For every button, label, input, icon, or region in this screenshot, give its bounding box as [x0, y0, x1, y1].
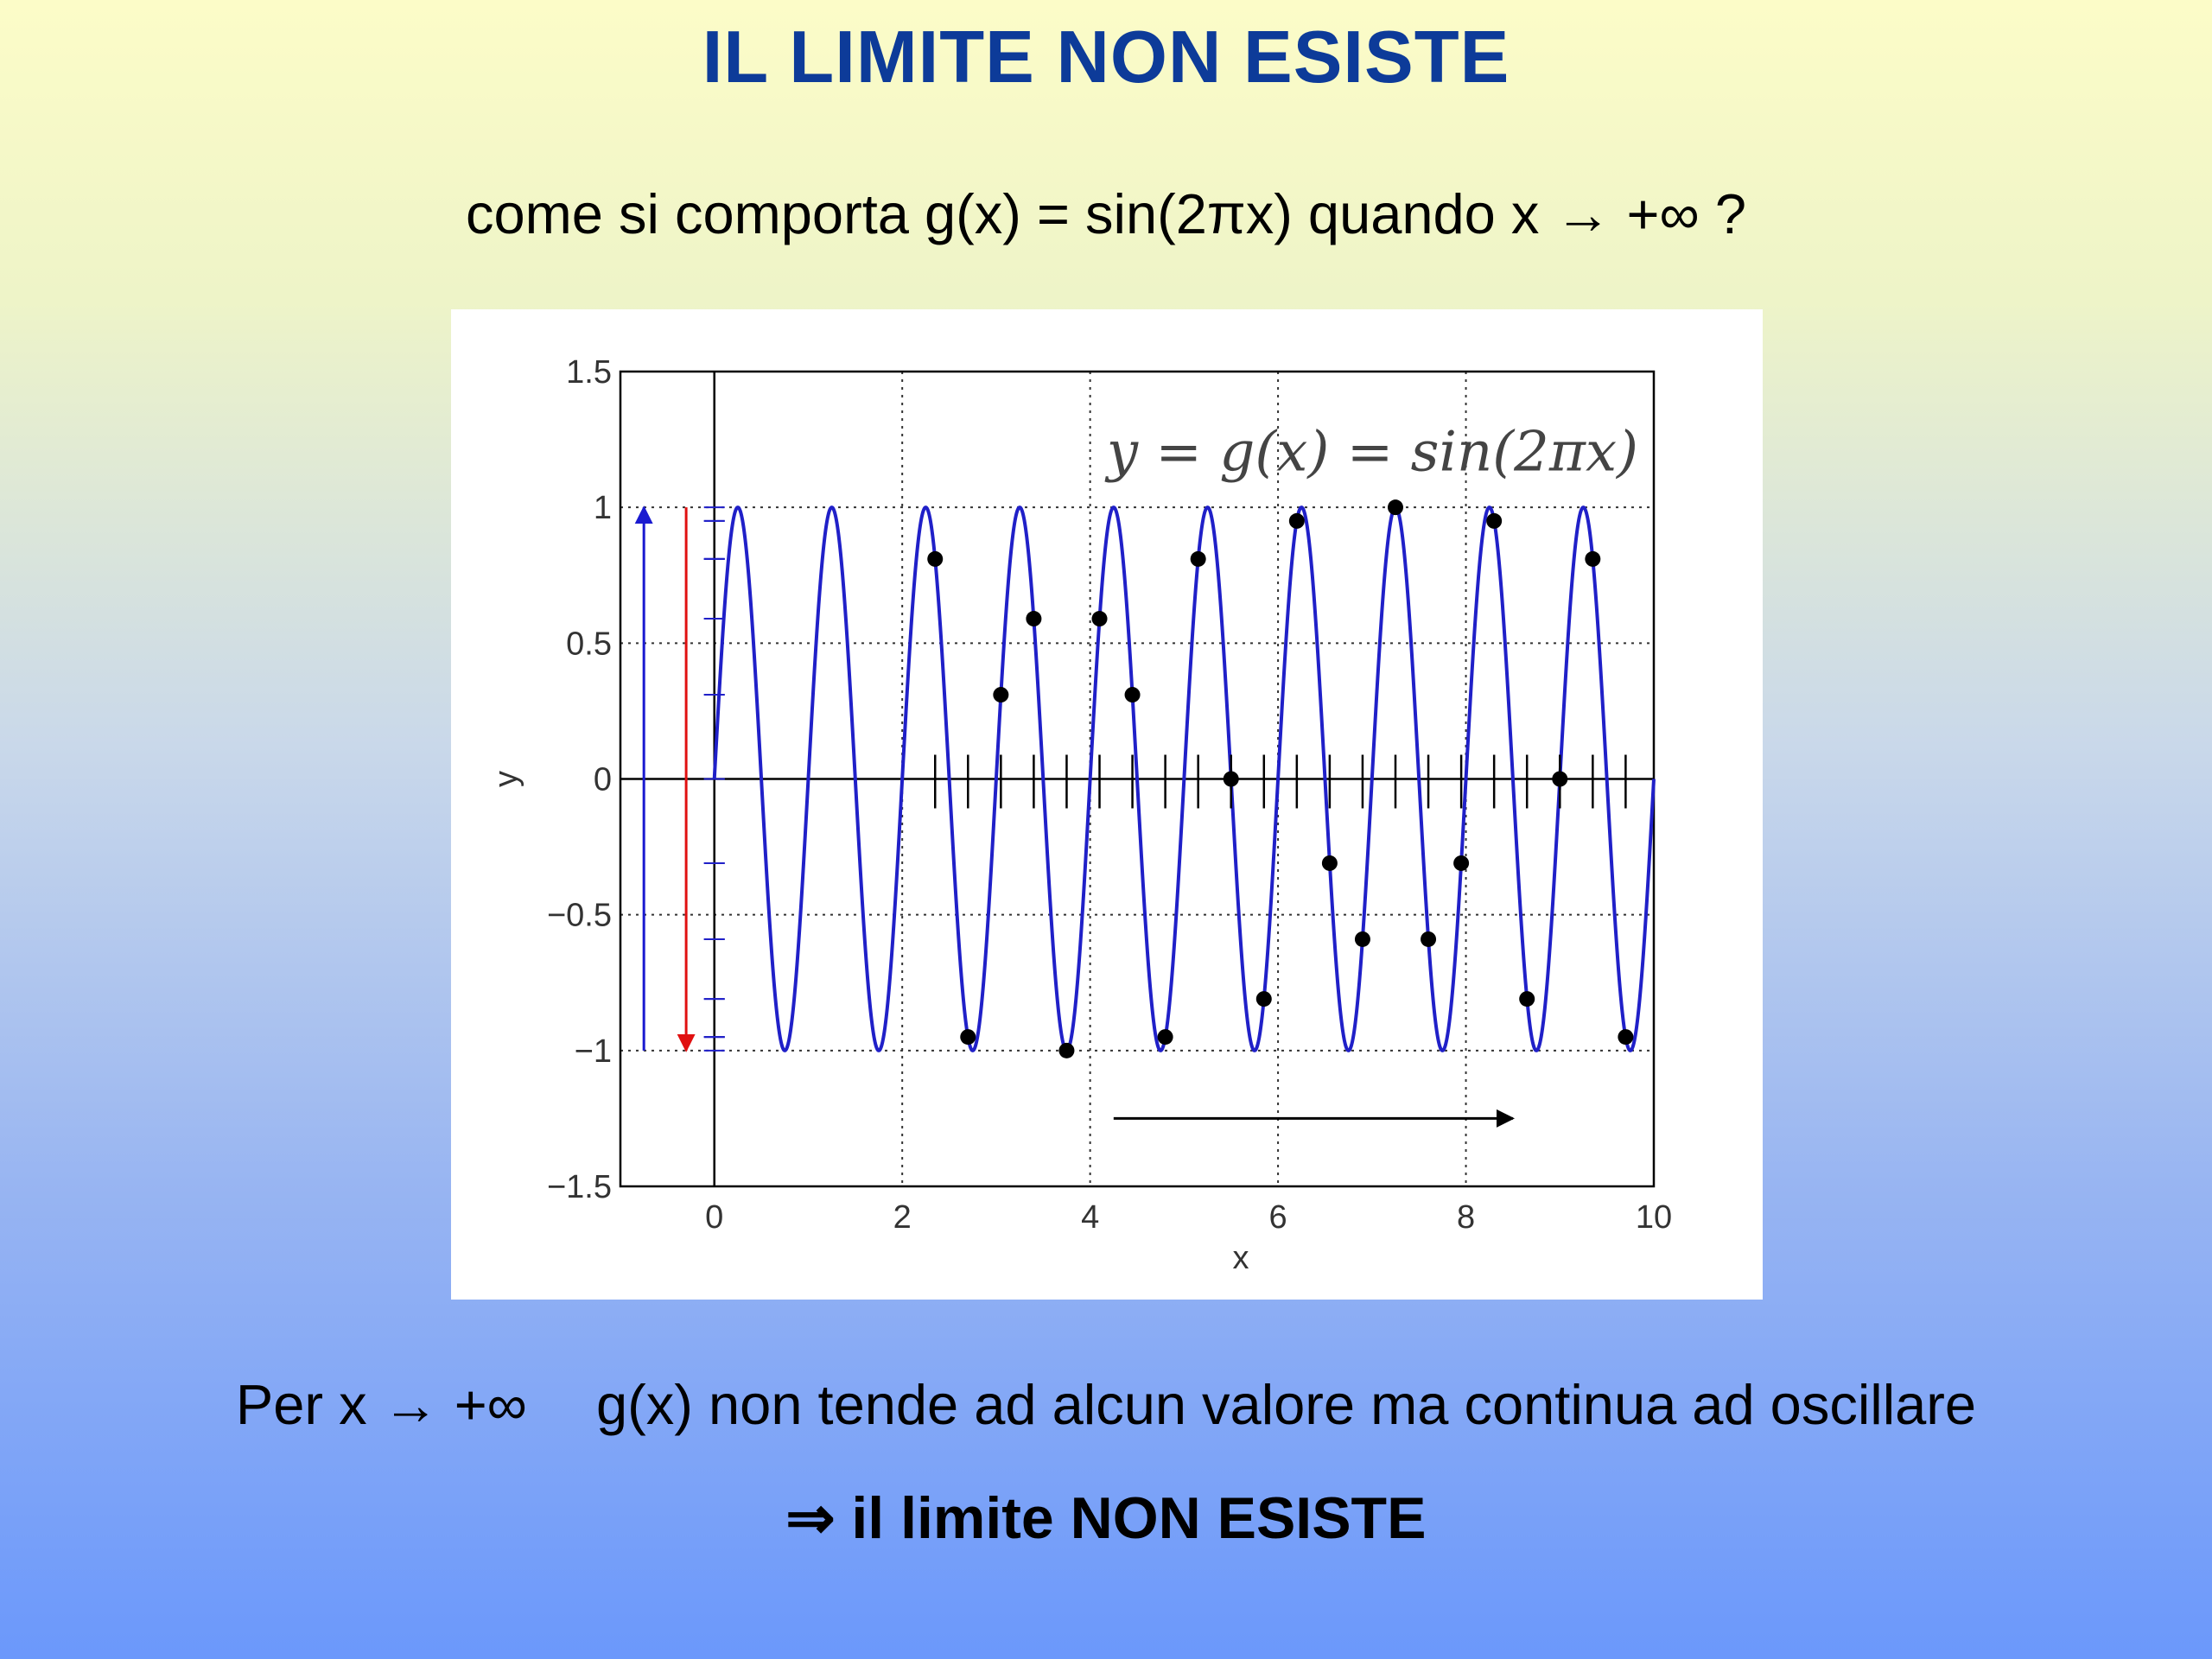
- sample-point: [927, 551, 943, 567]
- sample-point: [1421, 931, 1436, 947]
- slide-title: IL LIMITE NON ESISTE: [702, 16, 1510, 99]
- sample-point: [993, 687, 1008, 702]
- sine-chart: [451, 309, 1763, 1300]
- x-tick-label: 2: [893, 1199, 912, 1236]
- final-statement: ⇒ il limite NON ESISTE: [785, 1485, 1427, 1551]
- sample-point: [1585, 551, 1600, 567]
- y-tick-label: 0: [593, 761, 612, 798]
- sample-point: [1092, 611, 1108, 626]
- conclusion-line: [0, 1372, 2212, 1437]
- sample-point: [1355, 931, 1370, 947]
- sample-point: [1453, 855, 1469, 871]
- sample-point: [1256, 991, 1272, 1007]
- y-tick-label: 0.5: [566, 626, 612, 663]
- sample-point: [1322, 855, 1338, 871]
- sample-point: [1224, 772, 1239, 787]
- sample-point: [1158, 1029, 1173, 1045]
- sample-point: [1289, 513, 1305, 529]
- x-tick-label: 10: [1635, 1199, 1673, 1236]
- sample-point: [1058, 1043, 1074, 1058]
- chart-panel: [451, 309, 1763, 1300]
- sample-point: [1191, 551, 1206, 567]
- sample-point: [960, 1029, 976, 1045]
- y-tick-label: 1: [593, 490, 612, 527]
- x-tick-label: 6: [1268, 1199, 1287, 1236]
- sample-point: [1552, 772, 1567, 787]
- conclusion-prefix: Per x → +∞: [235, 1373, 528, 1436]
- y-axis-label: y: [488, 771, 524, 787]
- sample-point: [1486, 513, 1502, 529]
- sample-point: [1618, 1029, 1633, 1045]
- sample-point: [1125, 687, 1141, 702]
- y-tick-label: 1.5: [566, 354, 612, 391]
- y-tick-label: −1: [574, 1033, 612, 1070]
- sample-point: [1026, 611, 1041, 626]
- conclusion-text: g(x) non tende ad alcun valore ma continua ad oscillare: [596, 1373, 1977, 1436]
- x-tick-label: 4: [1081, 1199, 1100, 1236]
- x-tick-label: 8: [1456, 1199, 1476, 1236]
- x-tick-label: 0: [705, 1199, 724, 1236]
- formula-annotation: y = g(x) = sin(2πx): [1106, 420, 1638, 485]
- y-tick-label: −0.5: [546, 897, 612, 934]
- series-sine-curve: [715, 507, 1654, 1051]
- sample-point: [1388, 499, 1403, 515]
- question-text: come si comporta g(x) = sin(2πx) quando x → +∞ ?: [465, 182, 1747, 245]
- x-axis-label: x: [1232, 1240, 1249, 1276]
- sample-point: [1519, 991, 1535, 1007]
- y-tick-label: −1.5: [546, 1169, 612, 1205]
